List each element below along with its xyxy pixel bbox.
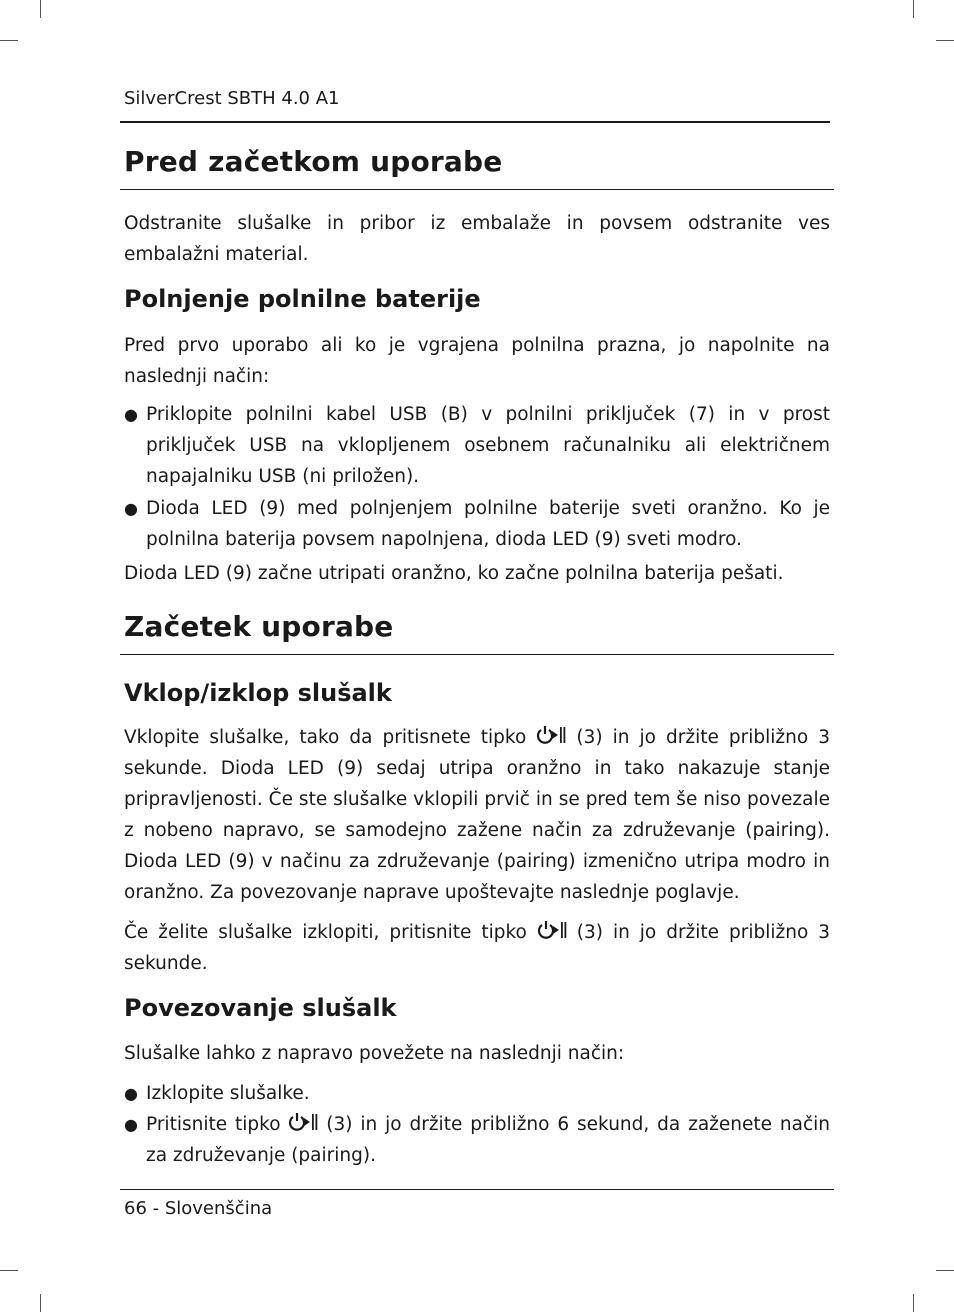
list-item-text: Dioda LED (9) med polnjenjem polnilne baterije sveti oranžno. Ko je polnilna baterija povsem napolnjena, dioda LED (9) sveti modro. (146, 498, 830, 550)
list-item-text: Pritisnite tipko (146, 1114, 281, 1135)
crop-mark (40, 0, 41, 18)
running-header: SilverCrest SBTH 4.0 A1 (124, 88, 340, 109)
list-item (124, 399, 830, 492)
bullet-icon: ● (124, 499, 138, 518)
crop-mark (40, 1294, 41, 1312)
text-segment: Vklopite slušalke, tako da pritisnete tipko (124, 727, 527, 748)
section-rule (120, 654, 834, 655)
text-segment: (3) in jo držite približno 3 sekunde. (124, 922, 830, 974)
crop-mark (0, 40, 18, 41)
subheading-charging: Polnjenje polnilne baterije (124, 285, 481, 313)
list-item-text: Izklopite slušalke. (146, 1083, 310, 1104)
paragraph-power-off (124, 917, 830, 979)
crop-mark (0, 1270, 18, 1271)
list-item-text: (3) in jo držite približno 6 sekund, da zaženete način za združevanje (pairing). (146, 1114, 830, 1166)
subheading-power-on-off: Vklop/izklop slušalk (124, 679, 392, 707)
text-segment: Če želite slušalke izklopiti, pritisnite tipko (124, 922, 527, 943)
power-play-pause-icon (536, 725, 566, 745)
bullet-icon: ● (124, 1115, 138, 1134)
bullet-icon: ● (124, 1084, 138, 1103)
list-item (124, 1109, 830, 1171)
crop-mark (913, 1294, 914, 1312)
list-item-text: Priklopite polnilni kabel USB (B) v polnilni priključek (7) in v prost priključek USB na vklopljenem osebnem računalniku ali električnem napajalniku USB (ni priložen). (146, 404, 830, 487)
paragraph-pairing-intro: Slušalke lahko z napravo povežete na naslednji način: (124, 1043, 625, 1064)
paragraph-unpacking: Odstranite slušalke in pribor iz embalaže in povsem odstranite ves embalažni material. (124, 213, 830, 265)
list-item (124, 493, 830, 555)
section-heading-zacetek-uporabe: Začetek uporabe (124, 610, 394, 643)
footer-rule (120, 1189, 834, 1190)
section-rule (120, 189, 834, 190)
list-item (124, 1078, 830, 1109)
section-heading-pred-zacetkom: Pred začetkom uporabe (124, 145, 503, 178)
paragraph-charging-intro: Pred prvo uporabo ali ko je vgrajena polnilna prazna, jo napolnite na naslednji način: (124, 335, 830, 387)
power-play-pause-icon (537, 920, 567, 940)
paragraph-power-on (124, 722, 830, 908)
power-play-pause-icon (288, 1112, 318, 1132)
crop-mark (913, 0, 914, 18)
crop-mark (936, 40, 954, 41)
header-rule (120, 121, 830, 123)
page-number: 66 - Slovenščina (124, 1198, 273, 1219)
paragraph-low-battery: Dioda LED (9) začne utripati oranžno, ko začne polnilna baterija pešati. (124, 563, 784, 584)
bullet-icon: ● (124, 405, 138, 424)
subheading-pairing: Povezovanje slušalk (124, 994, 397, 1022)
text-segment: (3) in jo držite približno 3 sekunde. Dioda LED (9) sedaj utripa oranžno in tako nakazuje stanje pripravljenosti. Če ste slušalke vklopili prvič in se pred tem še niso povezale z nobeno napravo, se samodejno zažene način za združevanje (pairing). Dioda LED (9) v načinu za združevanje (pairing) izmenično utripa modro in oranžno. Za povezovanje naprave upoštevajte naslednje poglavje. (124, 727, 830, 903)
crop-mark (936, 1270, 954, 1271)
